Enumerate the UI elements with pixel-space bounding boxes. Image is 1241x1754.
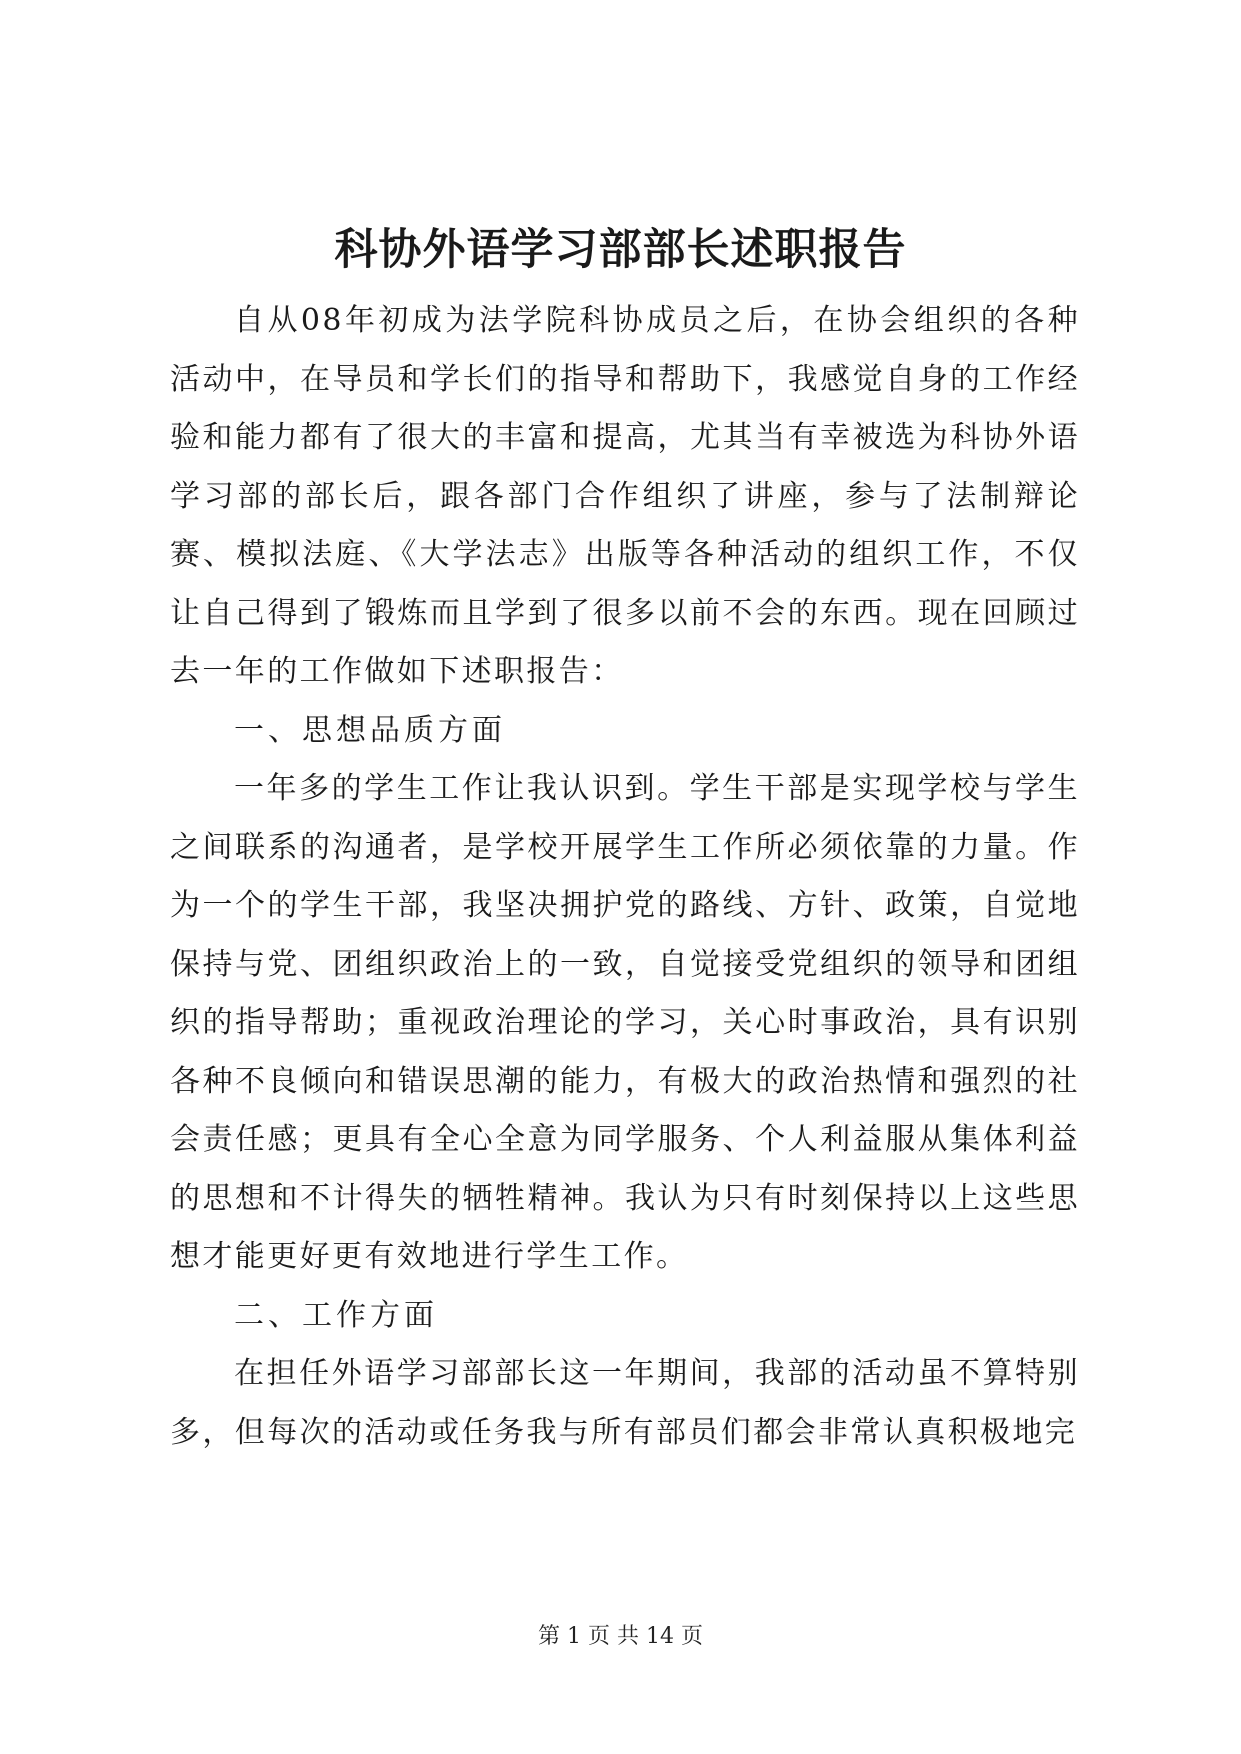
paragraph-work: 在担任外语学习部部长这一年期间，我部的活动虽不算特别多，但每次的活动或任务我与所有部员们都会非常认真积极地完: [170, 1356, 1080, 1450]
document-title: 科协外语学习部部长述职报告: [334, 225, 907, 275]
section-heading-ideology: 一、思想品质方面: [234, 712, 506, 748]
section-heading-work: 二、工作方面: [234, 1297, 438, 1333]
document-body: [170, 292, 1080, 1462]
paragraph-ideology: 一年多的学生工作让我认识到。学生干部是实现学校与学生之间联系的沟通者，是学校开展学生工作所必须依靠的力量。作为一个的学生干部，我坚决拥护党的路线、方针、政策，自觉地保持与党、团组织政治上的一致，自觉接受党组织的领导和团组织的指导帮助；重视政治理论的学习，关心时事政治，具有识别各种不良倾向和错误思潮的能力，有极大的政治热情和强烈的社会责任感；更具有全心全意为同学服务、个人利益服从集体利益的思想和不计得失的牺牲精神。我认为只有时刻保持以上这些思想才能更好更有效地进行学生工作。: [170, 771, 1080, 1274]
paragraph-intro: 自从08年初成为法学院科协成员之后，在协会组织的各种活动中，在导员和学长们的指导和帮助下，我感觉自身的工作经验和能力都有了很大的丰富和提高，尤其当有幸被选为科协外语学习部的部长后，跟各部门合作组织了讲座，参与了法制辩论赛、模拟法庭、《大学法志》出版等各种活动的组织工作，不仅让自己得到了锻炼而且学到了很多以前不会的东西。现在回顾过去一年的工作做如下述职报告：: [170, 303, 1080, 689]
page-number-footer: 第 1 页 共 14 页: [538, 1624, 703, 1649]
